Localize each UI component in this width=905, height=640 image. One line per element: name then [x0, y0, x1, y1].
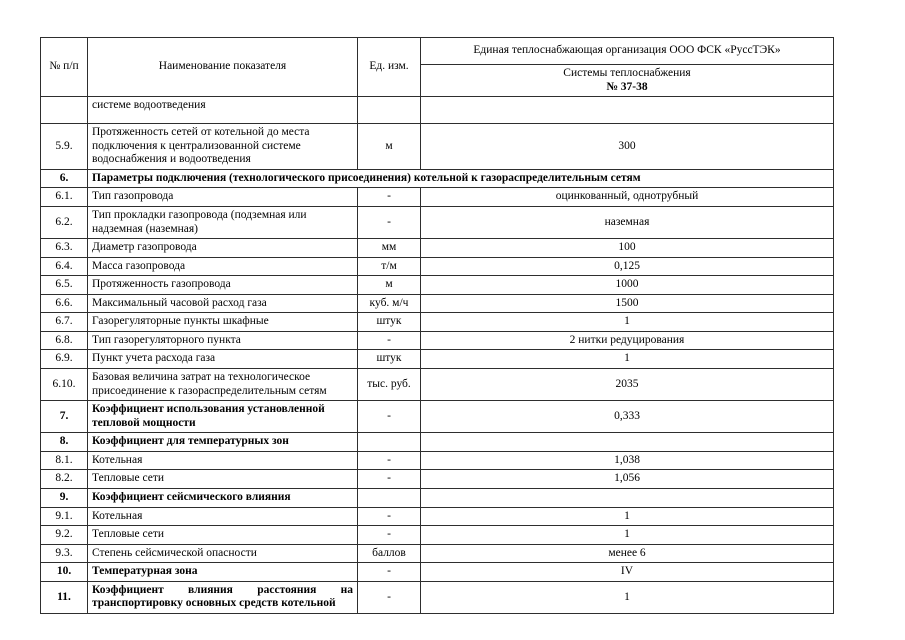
unit-cell: т/м — [358, 257, 421, 276]
indicator-name-cell: Тип газопровода — [88, 188, 358, 207]
indicator-name-cell: Пункт учета расхода газа — [88, 350, 358, 369]
table-row — [41, 97, 834, 124]
value-cell: 0,125 — [421, 257, 834, 276]
value-cell: 300 — [421, 124, 834, 170]
system-header-line2: № 37-38 — [606, 80, 648, 93]
value-cell: наземная — [421, 206, 834, 238]
table-row — [41, 488, 834, 507]
table-row — [41, 206, 834, 238]
unit-cell: - — [358, 401, 421, 433]
value-cell: 1 — [421, 526, 834, 545]
indicator-name-cell: Протяженность сетей от котельной до места подключения к централизованной системе водоснабжения и водоотведения — [88, 124, 358, 170]
table-row — [41, 124, 834, 170]
row-number-cell: 6.10. — [41, 369, 88, 401]
indicator-name-cell: Котельная — [88, 451, 358, 470]
value-cell — [421, 488, 834, 507]
value-cell: 0,333 — [421, 401, 834, 433]
indicator-name-cell: Тепловые сети — [88, 526, 358, 545]
value-cell: 1 — [421, 507, 834, 526]
indicator-name-cell: Тип газорегуляторного пункта — [88, 331, 358, 350]
row-number-cell: 8.1. — [41, 451, 88, 470]
indicator-name-cell: системе водоотведения — [88, 97, 358, 124]
indicator-name-cell: Коэффициент использования установленной тепловой мощности — [88, 401, 358, 433]
indicator-name-cell: Температурная зона — [88, 563, 358, 582]
value-cell: 100 — [421, 239, 834, 258]
table-row — [41, 350, 834, 369]
row-number-cell: 7. — [41, 401, 88, 433]
system-header-line1: Системы теплоснабжения — [563, 67, 691, 79]
indicator-name-cell: Диаметр газопровода — [88, 239, 358, 258]
unit-cell: м — [358, 276, 421, 295]
value-cell: менее 6 — [421, 544, 834, 563]
table-row — [41, 257, 834, 276]
row-number-cell: 5.9. — [41, 124, 88, 170]
unit-cell: штук — [358, 350, 421, 369]
indicator-name-cell: Тепловые сети — [88, 470, 358, 489]
row-number-cell: 9. — [41, 488, 88, 507]
indicator-name-cell: Протяженность газопровода — [88, 276, 358, 295]
row-number-cell: 6.5. — [41, 276, 88, 295]
row-number-cell: 9.1. — [41, 507, 88, 526]
value-cell: 1,056 — [421, 470, 834, 489]
row-number-cell: 6.1. — [41, 188, 88, 207]
unit-cell: - — [358, 206, 421, 238]
unit-cell: - — [358, 581, 421, 613]
table-row — [41, 401, 834, 433]
unit-cell: куб. м/ч — [358, 294, 421, 313]
column-header-num: № п/п — [41, 38, 88, 97]
row-number-cell: 8.2. — [41, 470, 88, 489]
unit-cell — [358, 97, 421, 124]
indicator-name-cell: Коэффициент для температурных зон — [88, 433, 358, 452]
row-number-cell: 6.9. — [41, 350, 88, 369]
unit-cell: - — [358, 563, 421, 582]
table-row — [41, 470, 834, 489]
unit-cell: штук — [358, 313, 421, 332]
value-cell: оцинкованный, однотрубный — [421, 188, 834, 207]
unit-cell: - — [358, 451, 421, 470]
unit-cell: м — [358, 124, 421, 170]
unit-cell — [358, 488, 421, 507]
table-row — [41, 331, 834, 350]
column-header-name: Наименование показателя — [88, 38, 358, 97]
indicator-name-cell: Базовая величина затрат на технологическое присоединение к газораспределительным сетям — [88, 369, 358, 401]
row-number-cell: 9.3. — [41, 544, 88, 563]
value-cell: 1 — [421, 581, 834, 613]
unit-cell: - — [358, 188, 421, 207]
value-cell: 1500 — [421, 294, 834, 313]
unit-cell: - — [358, 470, 421, 489]
value-cell: 2035 — [421, 369, 834, 401]
table-row — [41, 313, 834, 332]
table-row — [41, 451, 834, 470]
row-number-cell: 11. — [41, 581, 88, 613]
table-row — [41, 563, 834, 582]
table-row — [41, 369, 834, 401]
value-cell: 1 — [421, 350, 834, 369]
row-number-cell: 6.2. — [41, 206, 88, 238]
indicators-table — [40, 37, 834, 614]
table-row — [41, 188, 834, 207]
table-row — [41, 526, 834, 545]
value-cell: 2 нитки редуцирования — [421, 331, 834, 350]
table-row — [41, 544, 834, 563]
table-row — [41, 581, 834, 613]
row-number-cell: 6. — [41, 169, 88, 188]
unit-cell: мм — [358, 239, 421, 258]
indicator-name-cell: Тип прокладки газопровода (подземная или надземная (наземная) — [88, 206, 358, 238]
row-number-cell: 10. — [41, 563, 88, 582]
indicator-name-cell: Максимальный часовой расход газа — [88, 294, 358, 313]
column-header-system — [421, 65, 834, 97]
indicator-name-cell: Масса газопровода — [88, 257, 358, 276]
row-number-cell: 6.8. — [41, 331, 88, 350]
column-header-unit: Ед. изм. — [358, 38, 421, 97]
unit-cell: баллов — [358, 544, 421, 563]
indicator-name-cell: Котельная — [88, 507, 358, 526]
indicator-name-cell: Газорегуляторные пункты шкафные — [88, 313, 358, 332]
row-number-cell: 6.7. — [41, 313, 88, 332]
unit-cell: - — [358, 331, 421, 350]
value-cell — [421, 97, 834, 124]
column-header-organization: Единая теплоснабжающая организация ООО ФСК «РуссТЭК» — [421, 38, 834, 65]
table-row — [41, 507, 834, 526]
table-row — [41, 433, 834, 452]
row-number-cell: 6.6. — [41, 294, 88, 313]
table-header-row-1 — [41, 38, 834, 65]
value-cell: IV — [421, 563, 834, 582]
indicator-name-cell: Коэффициент сейсмического влияния — [88, 488, 358, 507]
unit-cell: - — [358, 526, 421, 545]
table-row — [41, 169, 834, 188]
section-title-cell: Параметры подключения (технологического присоединения) котельной к газораспределительным сетям — [88, 169, 834, 188]
indicator-name-cell: Коэффициент влияния расстояния на транспортировку основных средств котельной — [88, 581, 358, 613]
row-number-cell — [41, 97, 88, 124]
indicator-name-cell: Степень сейсмической опасности — [88, 544, 358, 563]
row-number-cell: 8. — [41, 433, 88, 452]
value-cell: 1,038 — [421, 451, 834, 470]
value-cell: 1000 — [421, 276, 834, 295]
value-cell: 1 — [421, 313, 834, 332]
unit-cell: тыс. руб. — [358, 369, 421, 401]
table-row — [41, 294, 834, 313]
value-cell — [421, 433, 834, 452]
table-row — [41, 276, 834, 295]
row-number-cell: 9.2. — [41, 526, 88, 545]
table-row — [41, 239, 834, 258]
row-number-cell: 6.4. — [41, 257, 88, 276]
unit-cell: - — [358, 507, 421, 526]
row-number-cell: 6.3. — [41, 239, 88, 258]
unit-cell — [358, 433, 421, 452]
